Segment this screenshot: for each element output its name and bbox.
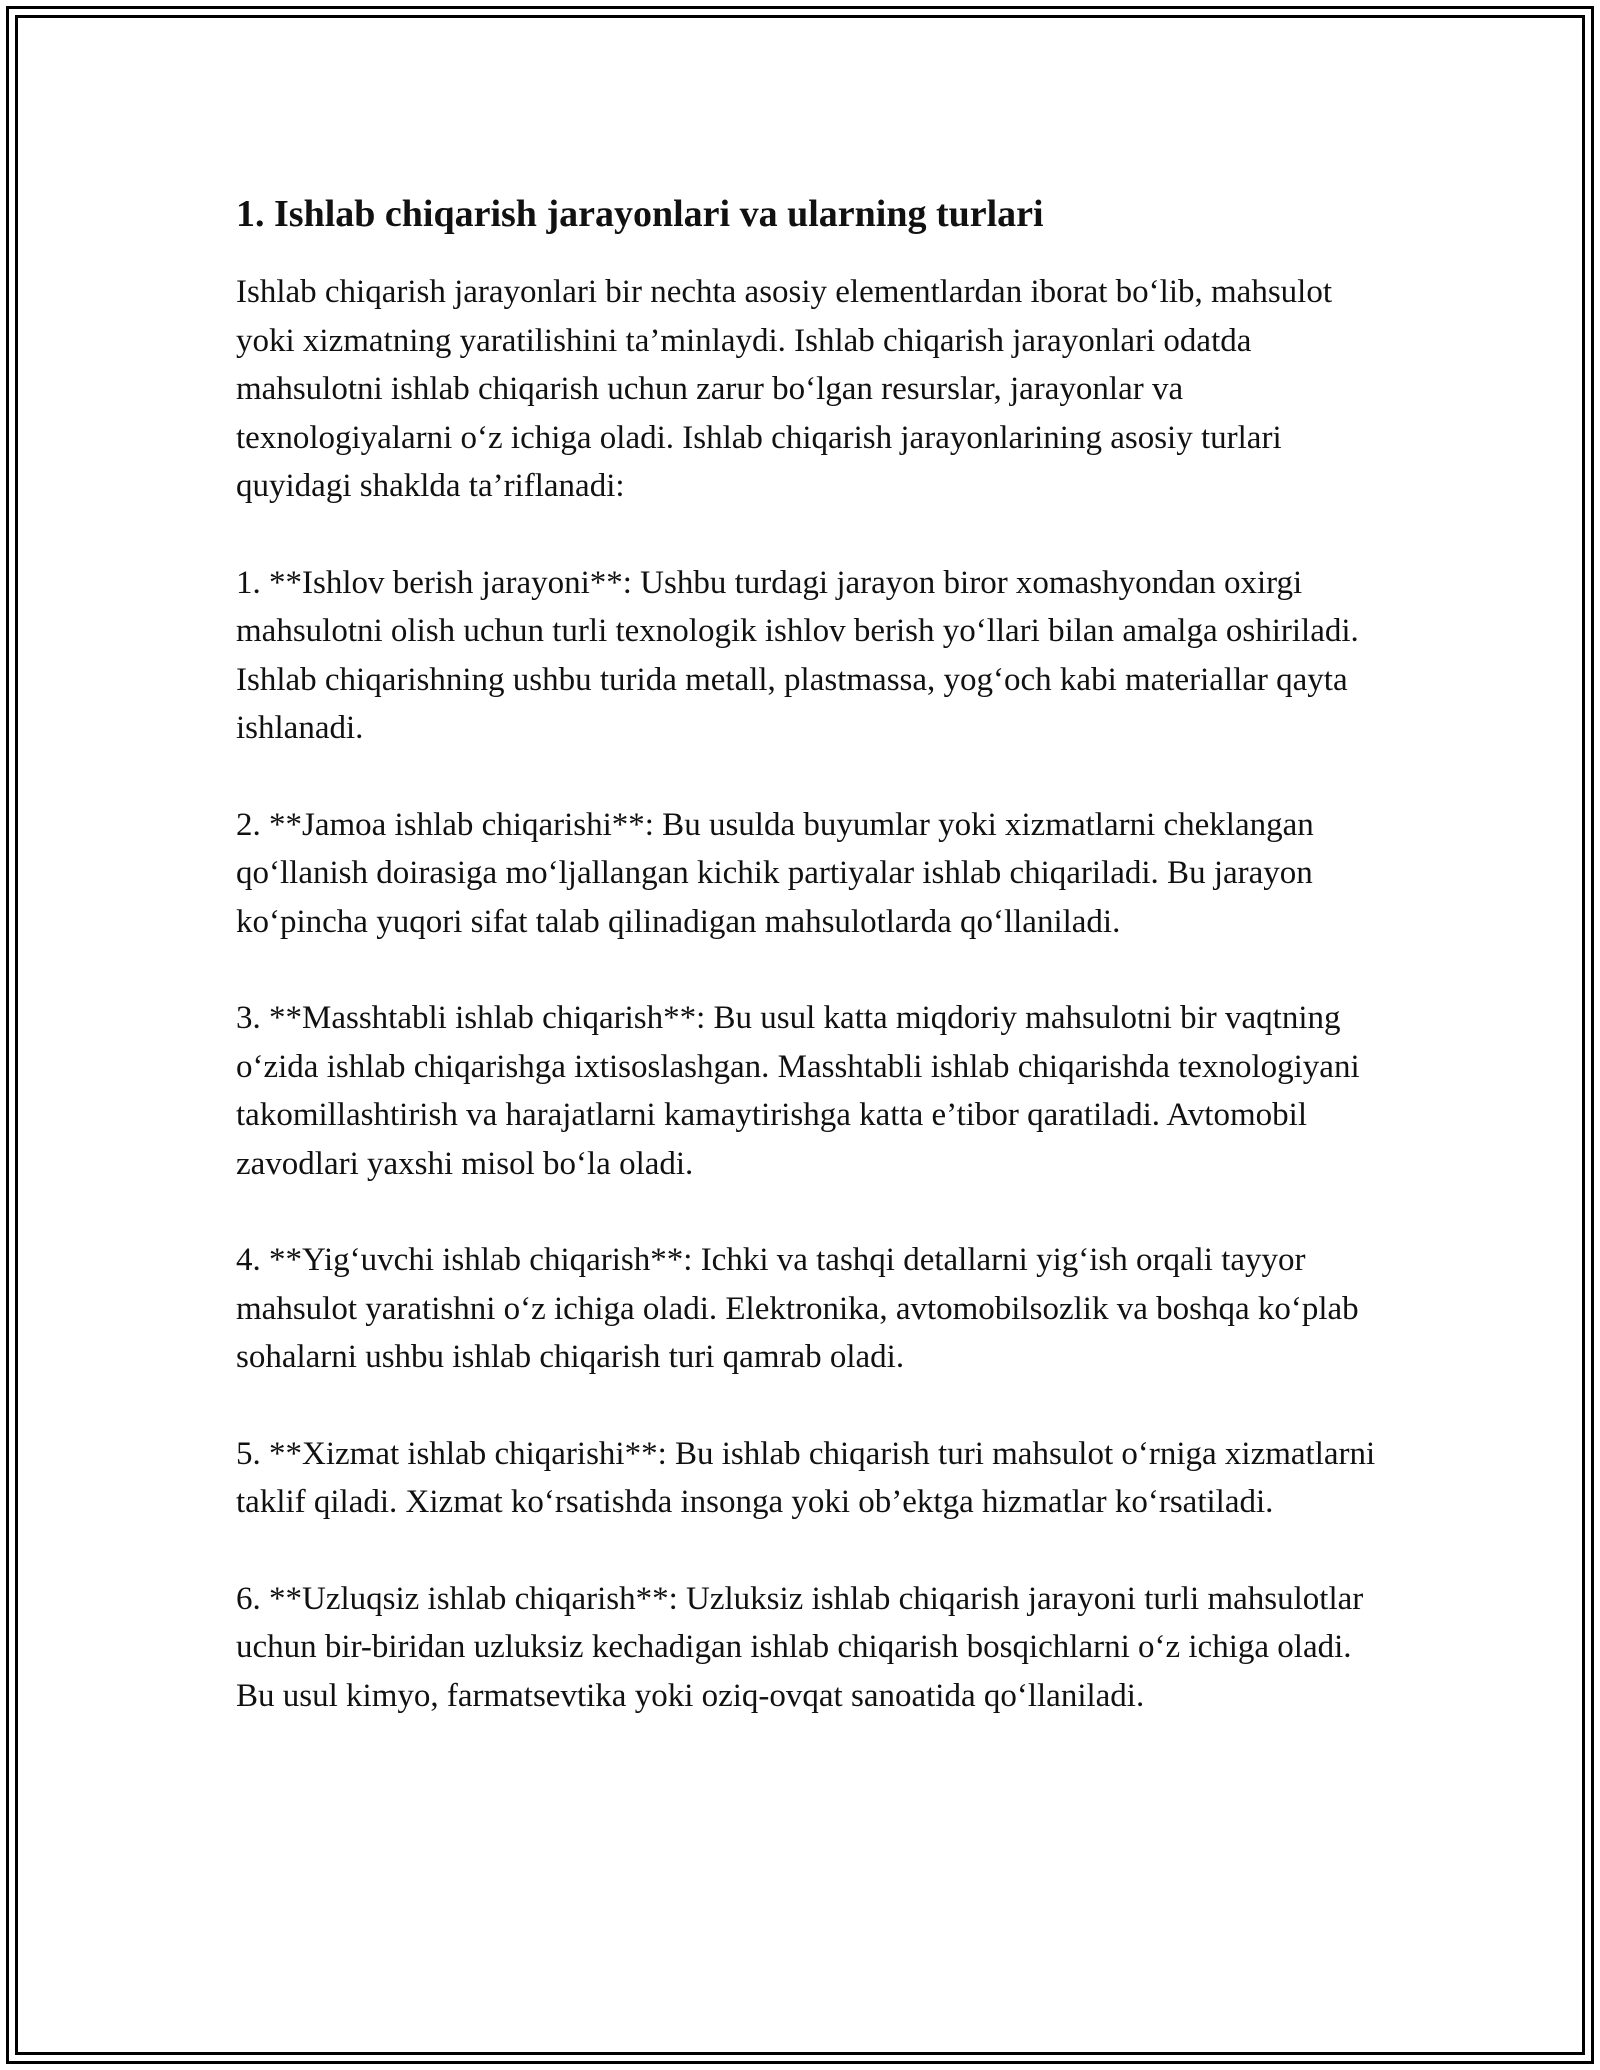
list-item-mass-production: 3. **Masshtabli ishlab chiqarish**: Bu usul katta miqdoriy mahsulotni bir vaqtning o‘zida ishlab chiqarishga ixtisoslashgan. Masshtabli ishlab chiqarishda texnologiyani takomillashtirish va harajatlarni kamaytirishga katta e’tibor qaratiladi. Avtomobil zavodlari yaxshi misol bo‘la oladi. — [236, 1000, 1360, 1182]
list-item-assembly-production: 4. **Yig‘uvchi ishlab chiqarish**: Ichki va tashqi detallarni yig‘ish orqali tayyor mahsulot yaratishni o‘z ichiga oladi. Elektronika, avtomobilsozlik va boshqa ko‘plab sohalarni ushbu ishlab chiqarish turi qamrab oladi. — [236, 1242, 1359, 1375]
intro-paragraph: Ishlab chiqarish jarayonlari bir nechta asosiy elementlardan iborat bo‘lib, mahsulot yoki xizmatning yaratilishini ta’minlaydi. Ishlab chiqarish jarayonlari odatda mahsulotni ishlab chiqarish uchun zarur bo‘lgan resurslar, jarayonlar va texnologiyalarni o‘z ichiga oladi. Ishlab chiqarish jarayonlarining asosiy turlari quyidagi shaklda ta’riflanadi: — [236, 274, 1332, 504]
list-item-service-production: 5. **Xizmat ishlab chiqarishi**: Bu ishlab chiqarish turi mahsulot o‘rniga xizmatlarni taklif qiladi. Xizmat ko‘rsatishda insonga yoki ob’ektga hizmatlar ko‘rsatiladi. — [236, 1435, 1376, 1520]
document-body — [236, 186, 1376, 1768]
document-title: 1. Ishlab chiqarish jarayonlari va ularning turlari — [236, 193, 1044, 235]
list-item-continuous-production: 6. **Uzluqsiz ishlab chiqarish**: Uzluksiz ishlab chiqarish jarayoni turli mahsulotlar uchun bir-biridan uzluksiz kechadigan ishlab chiqarish bosqichlarni o‘z ichiga oladi. Bu usul kimyo, farmatsevtika yoki oziq-ovqat sanoatida qo‘llaniladi. — [236, 1580, 1364, 1714]
list-item-processing: 1. **Ishlov berish jarayoni**: Ushbu turdagi jarayon biror xomashyondan oxirgi mahsulotni olish uchun turli texnologik ishlov berish yo‘llari bilan amalga oshiriladi. Ishlab chiqarishning ushbu turida metall, plastmassa, yog‘och kabi materiallar qayta ishlanadi. — [236, 564, 1359, 746]
list-item-batch-production: 2. **Jamoa ishlab chiqarishi**: Bu usulda buyumlar yoki xizmatlarni cheklangan qo‘llanish doirasiga mo‘ljallangan kichik partiyalar ishlab chiqariladi. Bu jarayon ko‘pincha yuqori sifat talab qilinadigan mahsulotlarda qo‘llaniladi. — [236, 806, 1314, 940]
